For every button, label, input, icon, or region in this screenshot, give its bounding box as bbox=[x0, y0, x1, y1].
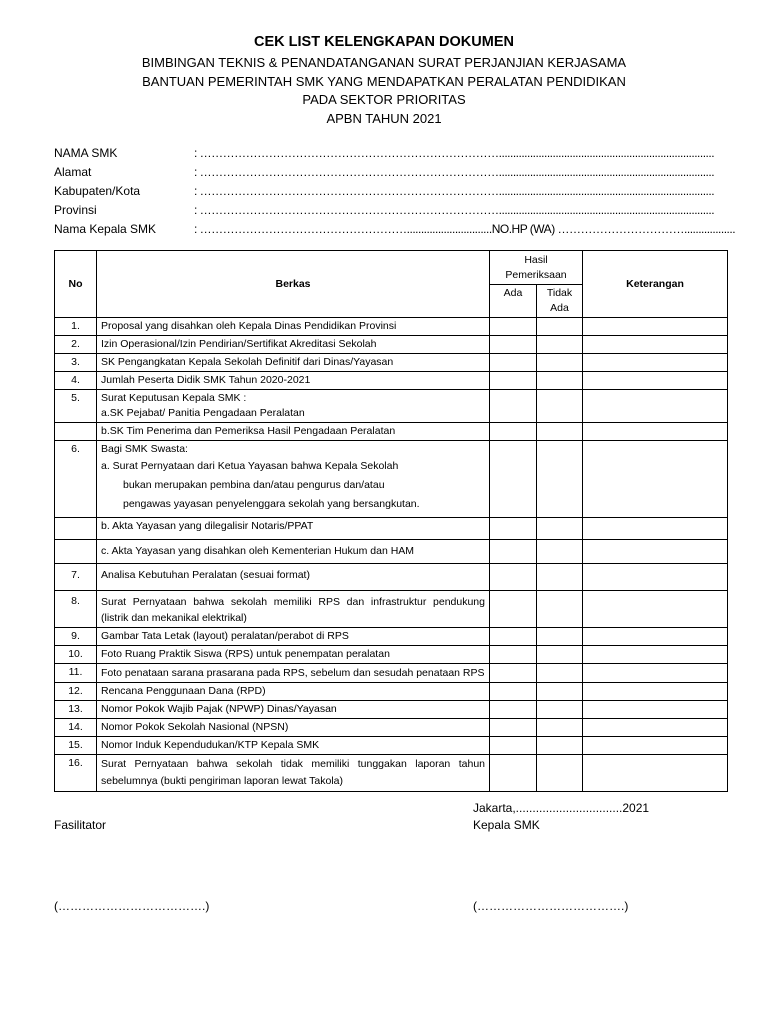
row-berkas bbox=[97, 390, 490, 423]
cell-tidak-ada[interactable] bbox=[537, 390, 583, 423]
cell-ada[interactable] bbox=[490, 372, 537, 390]
row-berkas: b.SK Tim Penerima dan Pemeriksa Hasil Pengadaan Peralatan bbox=[97, 423, 490, 441]
table-row bbox=[55, 423, 728, 441]
cell-keterangan[interactable] bbox=[583, 372, 728, 390]
cell-ada[interactable] bbox=[490, 564, 537, 591]
field-value: : ……………………………………………………………………............................................................................ bbox=[194, 203, 715, 217]
table-row bbox=[55, 354, 728, 372]
row-no: 15. bbox=[55, 737, 97, 755]
row-no: 3. bbox=[55, 354, 97, 372]
document-title: CEK LIST KELENGKAPAN DOKUMEN bbox=[254, 34, 514, 50]
subtitle-line-2: BANTUAN PEMERINTAH SMK YANG MENDAPATKAN PERALATAN PENDIDIKAN bbox=[142, 73, 626, 89]
row-berkas: Nomor Pokok Sekolah Nasional (NPSN) bbox=[97, 719, 490, 737]
cell-ada[interactable] bbox=[490, 646, 537, 664]
row-no: 14. bbox=[55, 719, 97, 737]
identity-fields bbox=[54, 144, 735, 239]
cell-ada[interactable] bbox=[490, 683, 537, 701]
cell-tidak-ada[interactable] bbox=[537, 664, 583, 683]
cell-keterangan[interactable] bbox=[583, 518, 728, 540]
row-berkas-line: Bagi SMK Swasta: bbox=[101, 443, 188, 455]
cell-ada[interactable] bbox=[490, 701, 537, 719]
row-berkas: b. Akta Yayasan yang dilegalisir Notaris/PPAT bbox=[97, 518, 490, 540]
row-berkas: Jumlah Peserta Didik SMK Tahun 2020-2021 bbox=[97, 372, 490, 390]
row-berkas: SK Pengangkatan Kepala Sekolah Definitif dari Dinas/Yayasan bbox=[97, 354, 490, 372]
cell-keterangan[interactable] bbox=[583, 564, 728, 591]
cell-ada[interactable] bbox=[490, 755, 537, 792]
cell-ada[interactable] bbox=[490, 591, 537, 628]
subtitle-line-4: APBN TAHUN 2021 bbox=[326, 110, 442, 126]
field-value: : ………………………………………………..............................NO.HP (WA) …………………………….................. bbox=[194, 222, 736, 236]
table-header-row bbox=[55, 251, 728, 285]
table-row bbox=[55, 591, 728, 628]
field-value: : ……………………………………………………………………............................................................................ bbox=[194, 184, 715, 198]
table-row bbox=[55, 664, 728, 683]
signature-left-name: (……………………………….) bbox=[54, 899, 210, 913]
cell-ada[interactable] bbox=[490, 354, 537, 372]
field-kabupaten-kota bbox=[54, 182, 735, 201]
header-tidak-ada: Tidak Ada bbox=[537, 285, 583, 318]
signature-place-date: Jakarta,................................2021 bbox=[473, 801, 650, 815]
table-row bbox=[55, 646, 728, 664]
row-berkas: Nomor Induk Kependudukan/KTP Kepala SMK bbox=[97, 737, 490, 755]
row-berkas-line: a.SK Pejabat/ Panitia Pengadaan Peralatan bbox=[101, 407, 305, 419]
table-row bbox=[55, 372, 728, 390]
cell-keterangan[interactable] bbox=[583, 354, 728, 372]
cell-ada[interactable] bbox=[490, 318, 537, 336]
cell-ada[interactable] bbox=[490, 423, 537, 441]
cell-keterangan[interactable] bbox=[583, 318, 728, 336]
cell-tidak-ada[interactable] bbox=[537, 701, 583, 719]
cell-keterangan[interactable] bbox=[583, 628, 728, 646]
cell-keterangan[interactable] bbox=[583, 540, 728, 564]
table-row bbox=[55, 540, 728, 564]
cell-tidak-ada[interactable] bbox=[537, 354, 583, 372]
field-value: : ……………………………………………………………………............................................................................ bbox=[194, 146, 715, 160]
field-label: Provinsi bbox=[54, 203, 97, 217]
cell-keterangan[interactable] bbox=[583, 336, 728, 354]
cell-keterangan[interactable] bbox=[583, 390, 728, 423]
field-provinsi bbox=[54, 201, 735, 220]
cell-ada[interactable] bbox=[490, 628, 537, 646]
row-berkas: Rencana Penggunaan Dana (RPD) bbox=[97, 683, 490, 701]
cell-keterangan[interactable] bbox=[583, 664, 728, 683]
row-berkas-line: bukan merupakan pembina dan/atau pengurus dan/atau bbox=[123, 479, 385, 491]
cell-ada[interactable] bbox=[490, 390, 537, 423]
cell-keterangan[interactable] bbox=[583, 591, 728, 628]
row-berkas: c. Akta Yayasan yang disahkan oleh Kementerian Hukum dan HAM bbox=[97, 540, 490, 564]
subtitle-line-1: BIMBINGAN TEKNIS & PENANDATANGANAN SURAT PERJANJIAN KERJASAMA bbox=[141, 55, 627, 70]
cell-keterangan[interactable] bbox=[583, 701, 728, 719]
table-row bbox=[55, 441, 728, 518]
field-nama-smk bbox=[54, 144, 735, 163]
signature-right-name: (……………………………….) bbox=[473, 899, 629, 913]
cell-ada[interactable] bbox=[490, 737, 537, 755]
table-row bbox=[55, 755, 728, 792]
cell-tidak-ada[interactable] bbox=[537, 683, 583, 701]
field-label: Alamat bbox=[54, 165, 92, 179]
row-berkas: Gambar Tata Letak (layout) peralatan/perabot di RPS bbox=[97, 628, 490, 646]
table-row bbox=[55, 318, 728, 336]
cell-tidak-ada[interactable] bbox=[537, 336, 583, 354]
row-berkas bbox=[97, 441, 490, 518]
row-berkas: Nomor Pokok Wajib Pajak (NPWP) Dinas/Yayasan bbox=[97, 701, 490, 719]
signature-right-role: Kepala SMK bbox=[473, 818, 540, 832]
table-row bbox=[55, 390, 728, 423]
cell-ada[interactable] bbox=[490, 441, 537, 518]
table-row bbox=[55, 719, 728, 737]
field-label: NAMA SMK bbox=[54, 146, 118, 160]
signature-left-role: Fasilitator bbox=[54, 818, 107, 832]
row-no: 5. bbox=[55, 390, 97, 423]
cell-tidak-ada[interactable] bbox=[537, 591, 583, 628]
row-no bbox=[55, 423, 97, 441]
row-berkas-line: pengawas yayasan penyelenggara sekolah yang bersangkutan. bbox=[123, 498, 420, 510]
row-berkas: Foto penataan sarana prasarana pada RPS, sebelum dan sesudah penataan RPS bbox=[97, 664, 490, 683]
row-berkas-line: Surat Keputusan Kepala SMK : bbox=[101, 392, 247, 404]
cell-keterangan[interactable] bbox=[583, 737, 728, 755]
row-no bbox=[55, 518, 97, 540]
row-no: 1. bbox=[55, 318, 97, 336]
checklist-table bbox=[54, 250, 728, 792]
cell-ada[interactable] bbox=[490, 664, 537, 683]
field-alamat bbox=[54, 163, 735, 182]
cell-tidak-ada[interactable] bbox=[537, 755, 583, 792]
cell-ada[interactable] bbox=[490, 336, 537, 354]
table-row bbox=[55, 628, 728, 646]
cell-tidak-ada[interactable] bbox=[537, 737, 583, 755]
cell-keterangan[interactable] bbox=[583, 646, 728, 664]
row-berkas: Analisa Kebutuhan Peralatan (sesuai format) bbox=[97, 564, 490, 591]
table-row bbox=[55, 701, 728, 719]
subtitle-line-3: PADA SEKTOR PRIORITAS bbox=[302, 92, 466, 107]
cell-keterangan[interactable] bbox=[583, 755, 728, 792]
row-no bbox=[55, 540, 97, 564]
header-berkas: Berkas bbox=[97, 251, 490, 318]
cell-tidak-ada[interactable] bbox=[537, 441, 583, 518]
field-label: Nama Kepala SMK bbox=[54, 222, 157, 236]
row-berkas: Izin Operasional/Izin Pendirian/Sertifikat Akreditasi Sekolah bbox=[97, 336, 490, 354]
cell-keterangan[interactable] bbox=[583, 719, 728, 737]
cell-tidak-ada[interactable] bbox=[537, 540, 583, 564]
row-no: 16. bbox=[55, 755, 97, 792]
cell-ada[interactable] bbox=[490, 518, 537, 540]
field-label: Kabupaten/Kota bbox=[54, 184, 141, 198]
row-no: 13. bbox=[55, 701, 97, 719]
cell-tidak-ada[interactable] bbox=[537, 318, 583, 336]
cell-tidak-ada[interactable] bbox=[537, 719, 583, 737]
document-subtitle bbox=[0, 54, 768, 128]
cell-keterangan[interactable] bbox=[583, 683, 728, 701]
table-row bbox=[55, 683, 728, 701]
row-no: 7. bbox=[55, 564, 97, 591]
table-row bbox=[55, 737, 728, 755]
row-no: 2. bbox=[55, 336, 97, 354]
cell-ada[interactable] bbox=[490, 540, 537, 564]
table-row bbox=[55, 564, 728, 591]
row-berkas: Proposal yang disahkan oleh Kepala Dinas Pendidikan Provinsi bbox=[97, 318, 490, 336]
field-value: : ……………………………………………………………………............................................................................ bbox=[194, 165, 715, 179]
cell-keterangan[interactable] bbox=[583, 441, 728, 518]
row-no: 11. bbox=[55, 664, 97, 683]
header-keterangan: Keterangan bbox=[583, 251, 728, 318]
cell-tidak-ada[interactable] bbox=[537, 628, 583, 646]
row-no: 8. bbox=[55, 591, 97, 628]
cell-tidak-ada[interactable] bbox=[537, 423, 583, 441]
field-nama-kepala-smk bbox=[54, 220, 735, 239]
row-no: 10. bbox=[55, 646, 97, 664]
cell-tidak-ada[interactable] bbox=[537, 518, 583, 540]
cell-ada[interactable] bbox=[490, 719, 537, 737]
header-no: No bbox=[55, 251, 97, 318]
cell-keterangan[interactable] bbox=[583, 423, 728, 441]
row-berkas-line: a. Surat Pernyataan dari Ketua Yayasan bahwa Kepala Sekolah bbox=[101, 460, 399, 472]
cell-tidak-ada[interactable] bbox=[537, 646, 583, 664]
row-no: 6. bbox=[55, 441, 97, 518]
header-ada: Ada bbox=[490, 285, 537, 318]
header-hasil-pemeriksaan: Hasil Pemeriksaan bbox=[490, 251, 583, 285]
table-row bbox=[55, 518, 728, 540]
row-berkas: Surat Pernyataan bahwa sekolah memiliki RPS dan infrastruktur pendukung (listrik dan mekanikal elektrikal) bbox=[97, 591, 490, 628]
row-no: 4. bbox=[55, 372, 97, 390]
row-no: 12. bbox=[55, 683, 97, 701]
cell-tidak-ada[interactable] bbox=[537, 372, 583, 390]
row-no: 9. bbox=[55, 628, 97, 646]
row-berkas: Surat Pernyataan bahwa sekolah tidak memiliki tunggakan laporan tahun sebelumnya (bukti pengiriman laporan lewat Takola) bbox=[97, 755, 490, 792]
table-row bbox=[55, 336, 728, 354]
cell-tidak-ada[interactable] bbox=[537, 564, 583, 591]
row-berkas: Foto Ruang Praktik Siswa (RPS) untuk penempatan peralatan bbox=[97, 646, 490, 664]
